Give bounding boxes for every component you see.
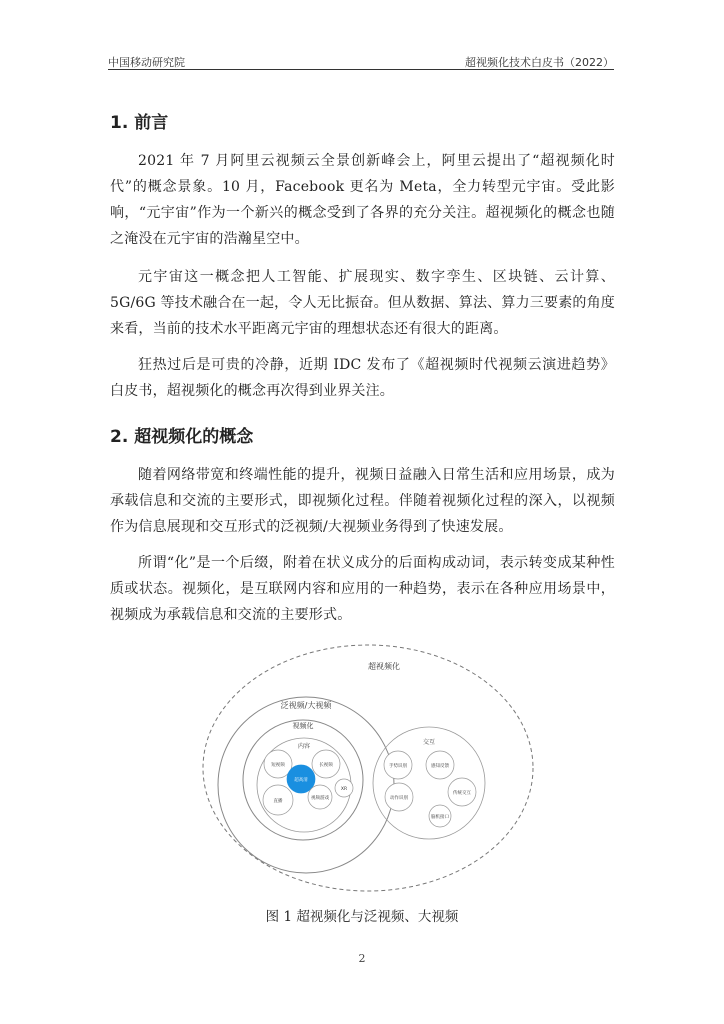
content-label: 内容 — [297, 743, 311, 750]
concept-diagram — [198, 640, 538, 895]
section-heading-preface: 1. 前言 — [110, 113, 169, 133]
gesture-label: 手势识别 — [389, 764, 407, 769]
traditional-label: 传统交互 — [453, 791, 471, 796]
interaction-label: 交互 — [422, 739, 436, 746]
page-number: 2 — [358, 952, 366, 965]
short-video-label: 短视频 — [271, 763, 285, 768]
paragraph: 狂热过后是可贵的冷静，近期 IDC 发布了《超视频时代视频云演进趋势》白皮书，超视频化的概念再次得到业界关注。 — [110, 357, 615, 399]
video-game-label: 视频游戏 — [311, 796, 329, 801]
live-label: 直播 — [273, 799, 283, 804]
paragraph: 所谓“化”是一个后缀，附着在状义成分的后面构成动词，表示转变成某种性质或状态。视频化，是互联网内容和应用的一种趋势，表示在各种应用场景中，视频成为承载信息和交流的主要形式。 — [110, 555, 615, 623]
paragraph: 随着网络带宽和终端性能的提升，视频日益融入日常生活和应用场景，成为承载信息和交流的主要形式，即视频化过程。伴随着视频化过程的深入，以视频作为信息展现和交互形式的泛视频/大视频业务得到了快速发展。 — [110, 467, 615, 535]
section-heading-concept: 2. 超视频化的概念 — [110, 427, 254, 447]
perception-label: 感知反馈 — [431, 764, 449, 769]
page-header — [108, 54, 614, 68]
motion-label: 动作识别 — [390, 796, 408, 801]
pan-video-label: 泛视频/大视频 — [280, 701, 332, 710]
video-label: 视频化 — [292, 722, 314, 730]
bci-label: 脑机接口 — [431, 815, 449, 820]
paragraph: 元宇宙这一概念把人工智能、扩展现实、数字孪生、区块链、云计算、5G/6G 等技术融合在一起，令人无比振奋。但从数据、算法、算力三要素的角度来看，当前的技术水平距离元宇宙的理想状态还有很大的距离。 — [110, 269, 615, 337]
outer-ellipse — [203, 645, 533, 891]
header-doc-title: 超视频化技术白皮书（2022） — [465, 56, 614, 69]
outer-label: 超视频化 — [368, 662, 400, 671]
paragraph: 2021 年 7 月阿里云视频云全景创新峰会上，阿里云提出了“超视频化时代”的概念景象。10 月，Facebook 更名为 Meta，全力转型元宇宙。受此影响，“元宇宙”作为一个新兴的概念受到了各界的充分关注。超视频化的概念也随之淹没在元宇宙的浩瀚星空中。 — [110, 153, 615, 247]
header-org: 中国移动研究院 — [108, 56, 185, 69]
xr-label: XR — [340, 787, 348, 792]
header-rule — [108, 69, 614, 70]
uhd-label: 超高清 — [294, 778, 308, 783]
figure-caption: 图 1 超视频化与泛视频、大视频 — [265, 909, 459, 925]
long-video-label: 长视频 — [319, 763, 333, 768]
